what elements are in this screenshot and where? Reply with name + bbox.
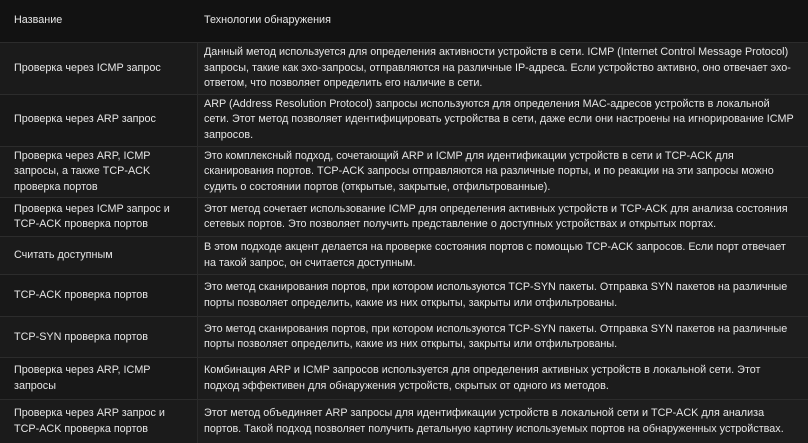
method-description: Это метод сканирования портов, при котором используются TCP-SYN пакеты. Отправка SYN пакетов на различные порты позволяет определить, какие из них открыты, закрыты или отфильтрованы.: [198, 274, 808, 316]
table-row: [0, 316, 808, 357]
method-name: Проверка через ARP, ICMP запросы, а также TCP-ACK проверка портов: [0, 146, 198, 198]
method-description: Данный метод используется для определения активности устройств в сети. ICMP (Internet Control Message Protocol) запросы, такие как эхо-запросы, отправляются на различные IP-адреса. Если устройство активно, оно отвечает эхо-ответом, что позволяет определить его наличие в сети.: [198, 42, 808, 94]
table-row: [0, 399, 808, 443]
method-name: TCP-SYN проверка портов: [0, 316, 198, 357]
column-header-name: Название: [14, 14, 63, 27]
table-row: [0, 146, 808, 198]
table-row: [0, 42, 808, 94]
method-description: Этот метод сочетает использование ICMP для определения активных устройств и TCP-ACK для анализа состояния сетевых портов. Это позволяет получить представление о доступных устройствах и открытых портах.: [198, 197, 808, 236]
method-name: Проверка через ICMP запрос и TCP-ACK проверка портов: [0, 197, 198, 236]
method-description: В этом подходе акцент делается на проверке состояния портов с помощью TCP-ACK запросов. Если порт отвечает на такой запрос, он считается доступным.: [198, 236, 808, 274]
column-header-technologies: Технологии обнаружения: [204, 14, 331, 27]
method-name: Считать доступным: [0, 236, 198, 274]
table-row: [0, 197, 808, 236]
method-description: Этот метод объединяет ARP запросы для идентификации устройств в локальной сети и TCP-ACK для анализа портов. Такой подход позволяет получить детальную картину используемых портов на обнаруженных устройствах.: [198, 399, 808, 443]
method-name: Проверка через ARP запрос и TCP-ACK проверка портов: [0, 399, 198, 443]
method-description: Это метод сканирования портов, при котором используются TCP-SYN пакеты. Отправка SYN пакетов на различные порты позволяет определить, какие из них открыты, закрыты или отфильтрованы.: [198, 316, 808, 357]
table-row: [0, 94, 808, 146]
method-name: Проверка через ARP запрос: [0, 94, 198, 146]
method-description: Это комплексный подход, сочетающий ARP и ICMP для идентификации устройств в сети и TCP-ACK для сканирования портов. TCP-ACK запросы отправляются на различные порты, и по реакции на эти запросы можно судить о состоянии портов (открытые, закрытые, отфильтрованные).: [198, 146, 808, 198]
method-name: Проверка через ARP, ICMP запросы: [0, 357, 198, 399]
table-row: [0, 274, 808, 316]
table-header-row: [0, 0, 808, 42]
method-name: Проверка через ICMP запрос: [0, 42, 198, 94]
table-row: [0, 357, 808, 399]
method-description: ARP (Address Resolution Protocol) запросы используются для определения MAC-адресов устройств в локальной сети. Этот метод позволяет идентифицировать устройства в сети, даже если они настроены на игнорирование ICMP запросов.: [198, 94, 808, 146]
method-description: Комбинация ARP и ICMP запросов используется для определения активных устройств в локальной сети. Этот подход эффективен для обнаружения устройств, скрытых от одного из методов.: [198, 357, 808, 399]
table-row: [0, 236, 808, 274]
method-name: TCP-ACK проверка портов: [0, 274, 198, 316]
